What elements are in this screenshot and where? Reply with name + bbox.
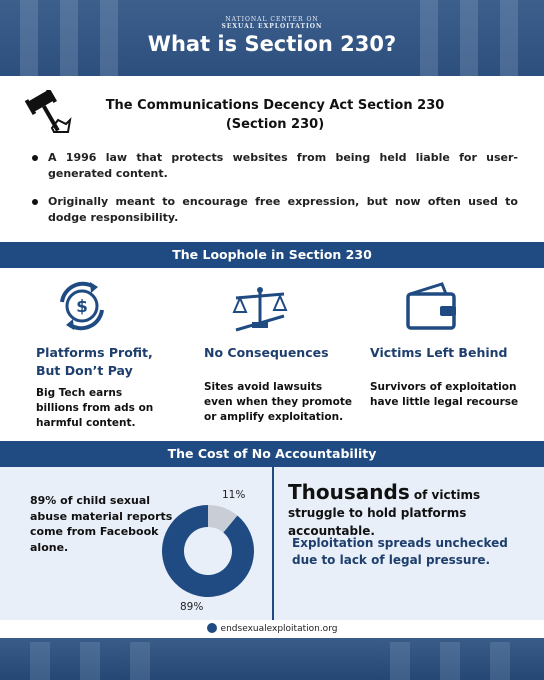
loophole-item-body: Sites avoid lawsuits even when they promote or amplify exploitation. [204, 381, 352, 423]
donut-chart [158, 501, 258, 601]
dollar-cycle-icon [54, 278, 110, 334]
loophole-item-title: Platforms Profit, But Don’t Pay [36, 345, 153, 378]
cost-section [0, 467, 544, 620]
thousands-statement: Thousands of victims struggle to hold platforms accountable. [288, 480, 481, 538]
loophole-item-body: Big Tech earns billions from ads on harmful content. [36, 387, 154, 429]
bullet-item: A 1996 law that protects websites from being held liable for user-generated content. [32, 150, 518, 182]
wallet-icon [404, 278, 460, 334]
act-title: The Communications Decency Act Section 230 (Section 230) [105, 98, 445, 132]
globe-icon [207, 623, 217, 633]
page-title: What is Section 230? [147, 32, 397, 56]
footer-website[interactable] [0, 620, 544, 638]
brand-logo-text: NATIONAL CENTER ON SEXUAL EXPLOITATION [221, 16, 323, 30]
section-divider [272, 467, 274, 620]
loophole-item-title: Victims Left Behind [370, 345, 508, 360]
facebook-statistic-text: 89% of child sexual abuse material reports come from Facebook alone. [30, 494, 173, 554]
footer-banner [0, 638, 544, 680]
cost-heading: The Cost of No Accountability [0, 441, 544, 467]
svg-text:$: $ [76, 297, 88, 317]
donut-label-other: 11% [222, 489, 246, 501]
scales-icon [230, 278, 290, 334]
intro-section [0, 76, 544, 240]
loophole-heading: The Loophole in Section 230 [0, 242, 544, 268]
donut-label-facebook: 89% [180, 601, 204, 613]
loophole-item-body: Survivors of exploitation have little legal recourse [370, 381, 519, 408]
header-banner [0, 0, 544, 76]
gavel-icon [18, 90, 74, 136]
loophole-section [0, 268, 544, 441]
website-url[interactable]: endsexualexploitation.org [220, 624, 338, 634]
intro-bullet-list [32, 150, 518, 238]
loophole-item-title: No Consequences [204, 345, 329, 360]
bullet-item: Originally meant to encourage free expression, but now often used to dodge responsibility. [32, 194, 518, 226]
exploitation-statement: Exploitation spreads unchecked due to lack of legal pressure. [292, 536, 508, 567]
